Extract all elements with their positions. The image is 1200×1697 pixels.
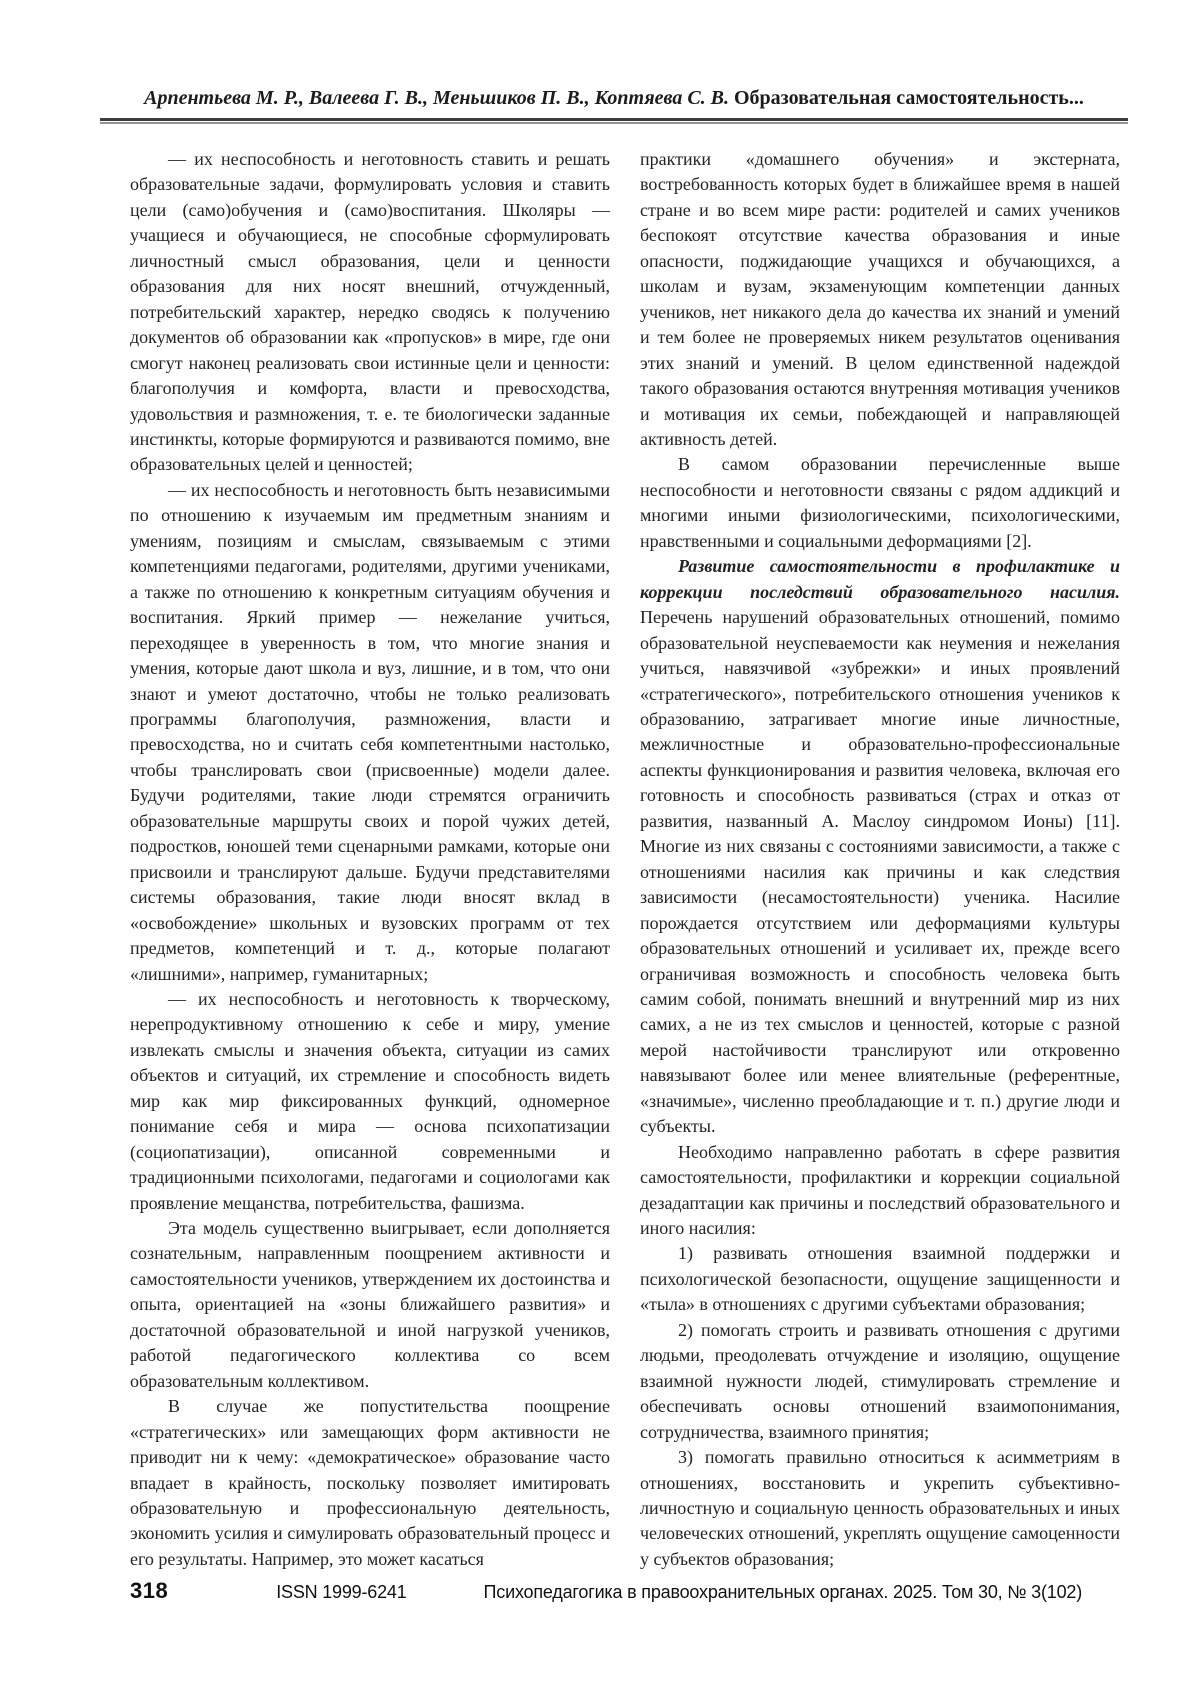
paragraph-with-runin-heading [640,554,1120,1139]
page-number: 318 [130,1578,169,1603]
running-header [100,86,1128,124]
section-body-text: Перечень нарушений образовательных отношений, помимо образовательной неуспеваемости как неумения и нежелания учиться, навязчивой «зубрежки» и иных проявлений «стратегического», потребительского отношения учеников к образованию, затрагивает многие иные личностные, межличностные и образовательно-профессиональные аспекты функционирования и развития человека, включая его готовность и способность развиваться (страх и отказ от развития, названный А. Маслоу синдромом Ионы) [11]. Многие из них связаны с состояниями зависимости, а также с отношениями насилия как причины и как следствия зависимости (несамостоятельности) ученика. Насилие порождается отсутствием или деформациями культуры образовательных отношений и усиливает их, прежде всего ограничивая возможность и способность человека быть самим собой, понимать внешний и внутренний мир из них самих, а не из тех смыслов и ценностей, которые с разной мерой настойчивости транслируют или откровенно навязывают более или менее влиятельные (референтные, «значимые», численно преобладающие и т. п.) другие люди и субъекты. [640,607,1120,1137]
paragraph-continuation: практики «домашнего обучения» и экстерната, востребованность которых будет в ближайшее время в нашей стране и во всем мире расти: родителей и самих учеников беспокоят отсутствие качества образования и иные опасности, поджидающие учащихся и обучающихся, а школам и вузам, экзаменующим компетенции данных учеников, нет никакого дела до качества их знаний и умений и тем более не проверяемых никем результатов оценивания этих знаний и умений. В целом единственной надеждой такого образования остаются внутренняя мотивация учеников и мотивация их семьи, побеждающей и направляющей активность детей. [640,149,1120,449]
header-authors: Арпентьева М. Р., Валеева Г. В., Меньшиков П. В., Коптяева С. В. [144,87,729,109]
paragraph-list-item: — их неспособность и неготовность быть независимыми по отношению к изучаемым им предметным знаниям и умениям, позициям и смыслам, связываемым с этими компетенциями педагогами, родителями, другими учениками, а также по отношению к конкретным ситуациям обучения и воспитания. Яркий пример — нежелание учиться, переходящее в уверенность в том, что многие знания и умения, которые дают школа и вуз, лишние, и в том, что они знают и умеют достаточно, чтобы не только реализовать программы благополучия, размножения, власти и превосходства, но и считать себя компетентными настолько, чтобы транслировать свои (присвоенные) модели далее. Будучи родителями, такие люди стремятся ограничить образовательные маршруты своих и порой чужих детей, подростков, юношей теми сценарными рамками, которые они присвоили и транслируют дальше. Будучи представителями системы образования, такие люди вносят вклад в «освобождение» школьных и вузовских программ от тех предметов, компетенций и т. д., которые полагают «лишними», например, гуманитарных; [130,479,610,984]
paragraph: В случае же попустительства поощрение «стратегических» или замещающих форм активности не приводит ни к чему: «демократическое» образование часто впадает в крайность, поскольку позволяет имитировать образовательную и профессиональную деятельность, экономить усилия и симулировать образовательный процесс и его результаты. Например, это может касаться [130,1396,610,1569]
article-body [130,147,1120,1572]
journal-title-line: Психопедагогика в правоохранительных органах. 2025. Том 30, № 3(102) [483,1582,1082,1602]
paragraph: В самом образовании перечисленные выше неспособности и неготовности связаны с рядом аддикций и многими иными физиологическими, психологическими, нравственными и социальными деформациями [2]. [640,454,1120,551]
paragraph-numbered-item: 1) развивать отношения взаимной поддержки и психологической безопасности, ощущение защищенности и «тыла» в отношениях с другими субъектами образования; [640,1243,1120,1315]
header-rule-light [100,122,1128,124]
paragraph: Необходимо направленно работать в сфере развития самостоятельности, профилактики и коррекции социальной дезадаптации как причины и последствий образовательного и иного насилия: [640,1141,1120,1239]
page-footer [130,1578,1082,1604]
section-runin-heading: Развитие самостоятельности в профилактике и коррекции последствий образовательного насилия. [640,556,1120,602]
running-header-line [100,86,1128,110]
right-column [640,147,1120,1572]
paragraph-numbered-item: 3) помогать правильно относиться к асимметриям в отношениях, восстановить и укрепить субъективно-личностную и социальную ценность образовательных и иных человеческих отношений, укреплять ощущение самоценности у субъектов образования; [640,1447,1120,1569]
paragraph-list-item: — их неспособность и неготовность к творческому, нерепродуктивному отношению к себе и миру, умение извлекать смыслы и значения объекта, ситуации из самих объектов и ситуаций, их стремление и способность видеть мир как мир фиксированных функций, одномерное понимание себя и мира — основа психопатизации (социопатизации), описанной современными и традиционными психологами, педагогами и социологами как проявление мещанства, потребительства, фашизма. [130,988,610,1213]
paragraph: Эта модель существенно выигрывает, если дополняется сознательным, направленным поощрением активности и самостоятельности учеников, утверждением их достоинства и опыта, ориентацией на «зоны ближайшего развития» и достаточной образовательной и иной нагрузкой учеников, работой педагогического коллектива со всем образовательным коллективом. [130,1218,610,1391]
paragraph-list-item: — их неспособность и неготовность ставить и решать образовательные задачи, формулировать условия и ставить цели (само)обучения и (само)воспитания. Школяры — учащиеся и обучающиеся, не способные сформулировать личностный смысл образования, цели и ценности образования для них носят внешний, отчужденный, потребительский характер, нередко сводясь к получению документов об образовании как «пропусков» в мире, где они смогут наконец реализовать свои истинные цели и ценности: благополучия и комфорта, власти и превосходства, удовольствия и размножения, т. е. те биологически заданные инстинкты, которые формируются и развиваются помимо, вне образовательных целей и ценностей; [130,149,610,475]
issn-label: ISSN 1999-6241 [276,1582,407,1602]
header-article-title: Образовательная самостоятельность... [734,87,1084,109]
paragraph-numbered-item: 2) помогать строить и развивать отношения с другими людьми, преодолевать отчуждение и изоляцию, ощущение взаимной нужности людей, стимулировать стремление и обеспечивать основы отношений взаимопонимания, сотрудничества, взаимного принятия; [640,1319,1120,1442]
left-column [130,147,610,1572]
header-rule-dark [100,118,1128,121]
